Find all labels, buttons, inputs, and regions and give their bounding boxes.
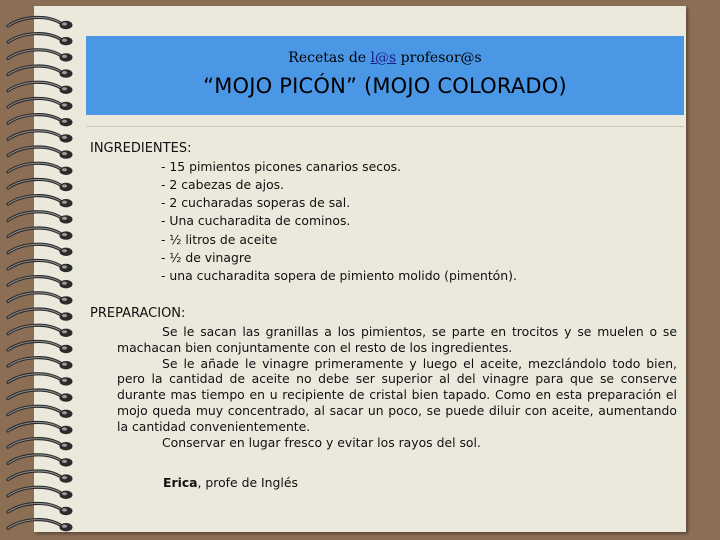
author-name: Erica xyxy=(163,475,198,490)
subtitle-prefix: Recetas de xyxy=(288,50,371,66)
preparation-paragraph: Se le sacan las granillas a los pimientos, se parte en trocitos y se muelen o se machacan bien conjuntamente con el resto de los ingredientes. xyxy=(117,324,677,355)
author-role: , profe de Inglés xyxy=(197,475,298,490)
ingredient-item: - ½ litros de aceite xyxy=(161,232,278,247)
signature xyxy=(163,475,298,490)
subtitle xyxy=(86,50,684,66)
title-banner xyxy=(86,36,684,115)
preparation-paragraph: Se le añade le vinagre primeramente y luego el aceite, mezclándolo todo bien, pero la cantidad de aceite no debe ser superior al del vinagre para que se conserve durante mas tiempo en u recipiente de cristal bien tapado. Como en esta preparación el mojo queda muy concentrado, al sacar un poco, se puede diluir con aceite, aumentando la cantidad convenientemente. xyxy=(117,355,677,434)
spiral-binding-icon xyxy=(0,0,90,540)
ingredient-item: - ½ de vinagre xyxy=(161,250,252,265)
divider xyxy=(86,126,684,127)
subtitle-link[interactable]: l@s xyxy=(370,50,397,66)
ingredients-heading: INGREDIENTES: xyxy=(90,141,192,156)
subtitle-suffix: profesor@s xyxy=(396,50,482,66)
preparation-heading: PREPARACION: xyxy=(90,306,186,321)
ingredient-item: - 2 cucharadas soperas de sal. xyxy=(161,195,351,210)
preparation-paragraph: Conservar en lugar fresco y evitar los rayos del sol. xyxy=(162,434,481,450)
preparation-text xyxy=(117,324,677,450)
ingredient-item: - 2 cabezas de ajos. xyxy=(161,177,285,192)
ingredient-item: - 15 pimientos picones canarios secos. xyxy=(161,159,402,174)
ingredient-item: - una cucharadita sopera de pimiento molido (pimentón). xyxy=(161,268,517,283)
ingredient-item: - Una cucharadita de cominos. xyxy=(161,213,351,228)
page-title: “MOJO PICÓN” (MOJO COLORADO) xyxy=(203,74,567,98)
